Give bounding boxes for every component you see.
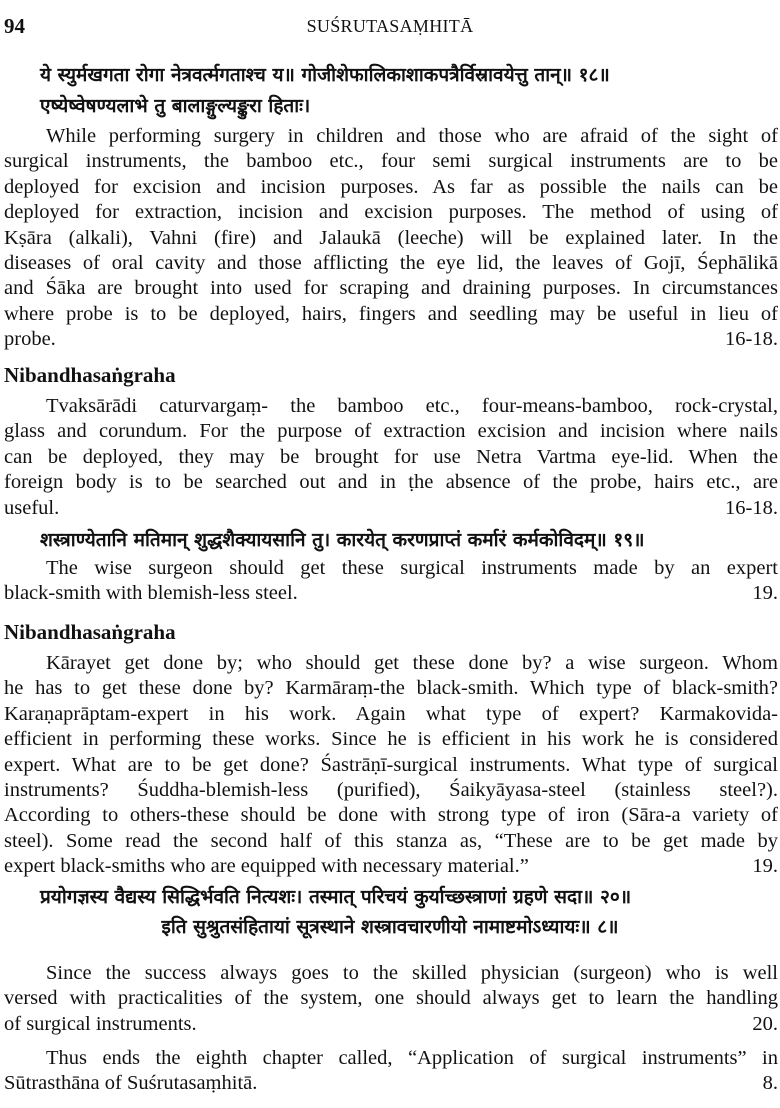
page-header [0, 10, 780, 38]
text-line: foreign body is to be searched out and in ṭhe absence of the probe, hairs etc., are [4, 471, 778, 494]
text-line: expert black-smiths who are equipped with necessary material.” [4, 855, 529, 878]
section-heading-nibandhasangraha: Nibandhasaṅgraha [4, 363, 176, 387]
text-line: useful. [4, 496, 60, 519]
text-line: surgical instruments, the bamboo etc., four semi surgical instruments are to be [4, 150, 778, 173]
text-line: he has to get these done by? Karmāraṃ-the black-smith. Which type of black-smith? [4, 677, 778, 700]
verse-reference: 19. [752, 855, 778, 878]
text-line: deployed for excision and incision purposes. As far as possible the nails can be [4, 175, 778, 198]
sanskrit-verse-18-line2: एष्येष्वेषण्यलाभे तु बालाङ्गुल्यङ्कुरा हिताः। [40, 95, 311, 117]
text-line: probe. [4, 328, 56, 351]
text-line: expert. What are to be get done? Śastrāṇī-surgical instruments. What type of surgical [4, 753, 778, 776]
text-line: efficient in performing these works. Since he is efficient in his work he is considered [4, 728, 778, 751]
running-title: SUŚRUTASAṂHITĀ [306, 16, 474, 36]
text-line: deployed for extraction, incision and excision purposes. The method of using of [4, 201, 778, 224]
text-line: steel). Some read the second half of this stanza as, “These are to be get made by [4, 829, 778, 852]
text-line: where probe is to be deployed, hairs, fingers and seedling may be useful in lieu of [4, 302, 778, 325]
chapter-end-paragraph [4, 1046, 778, 1097]
text-line: of surgical instruments. [4, 1012, 197, 1035]
text-line: black-smith with blemish-less steel. [4, 582, 298, 605]
translation-paragraph-2 [4, 556, 778, 607]
text-line: Sūtrasthāna of Suśrutasaṃhitā. [4, 1072, 258, 1095]
text-line: Kārayet get done by; who should get these done by? a wise surgeon. Whom [46, 652, 778, 674]
verse-reference: 20. [752, 1012, 778, 1035]
text-line: Kṣāra (alkali), Vahni (fire) and Jalaukā (leeche) will be explained later. In the [4, 226, 778, 249]
commentary-paragraph-2 [4, 651, 778, 880]
text-line: and Śāka are brought into used for scraping and draining purposes. In circumstances [4, 277, 778, 300]
text-line: can be deployed, they may be brought for use Netra Vartma eye-lid. When the [4, 445, 778, 468]
translation-paragraph-3 [4, 961, 778, 1037]
chapter-colophon: इति सुश्रुतसंहितायां सूत्रस्थाने शस्त्रावचारणीयो नामाष्टमोऽध्यायः॥ ८॥ [161, 916, 619, 938]
text-line: versed with practicalities of the system, one should always get to learn the handling [4, 987, 778, 1010]
verse-reference: 8. [762, 1072, 778, 1095]
text-line: diseases of oral cavity and those afflicting the eye lid, the leaves of Gojī, Śephālikā [4, 252, 778, 275]
text-line: Karaṇaprāptam-expert in his work. Again what type of expert? Karmakovida- [4, 702, 778, 725]
sanskrit-verse-18-line1: ये स्युर्मखगता रोगा नेत्रवर्त्मगताश्च य॥ गोजीशेफालिकाशाकपत्रैर्विस्रावयेत्तु तान्॥ १८॥ [40, 64, 610, 86]
translation-paragraph-1 [4, 124, 778, 353]
text-line: While performing surgery in children and those who are afraid of the sight of [46, 125, 778, 147]
text-line: The wise surgeon should get these surgical instruments made by an expert [46, 557, 778, 579]
commentary-paragraph-1 [4, 394, 778, 521]
text-line: Thus ends the eighth chapter called, “Application of surgical instruments” in [46, 1047, 778, 1069]
text-line: instruments? Śuddha-blemish-less (purified), Śaikyāyasa-steel (stainless steel?). [4, 779, 778, 802]
text-line: According to others-these should be done with strong type of iron (Sāra-a variety of [4, 804, 778, 827]
verse-reference: 16-18. [725, 496, 778, 519]
section-heading-nibandhasangraha: Nibandhasaṅgraha [4, 620, 176, 644]
verse-reference: 16-18. [725, 328, 778, 351]
text-line: Since the success always goes to the skilled physician (surgeon) who is well [46, 962, 778, 984]
verse-reference: 19. [752, 582, 778, 605]
sanskrit-verse-19: शस्त्राण्येतानि मतिमान् शुद्धशैक्यायसानि तु। कारयेत् करणप्राप्तं कर्मारं कर्मकोविदम्॥ १९॥ [40, 529, 645, 551]
text-line: glass and corundum. For the purpose of extraction excision and incision where nails [4, 420, 778, 443]
sanskrit-verse-20: प्रयोगज्ञस्य वैद्यस्य सिद्धिर्भवति नित्यशः। तस्मात् परिचयं कुर्याच्छस्त्राणां ग्रहणे सदा॥ २०॥ [40, 886, 632, 908]
text-line: Tvaksārādi caturvargaṃ- the bamboo etc., four-means-bamboo, rock-crystal, [46, 395, 778, 417]
page-number: 94 [4, 14, 25, 38]
